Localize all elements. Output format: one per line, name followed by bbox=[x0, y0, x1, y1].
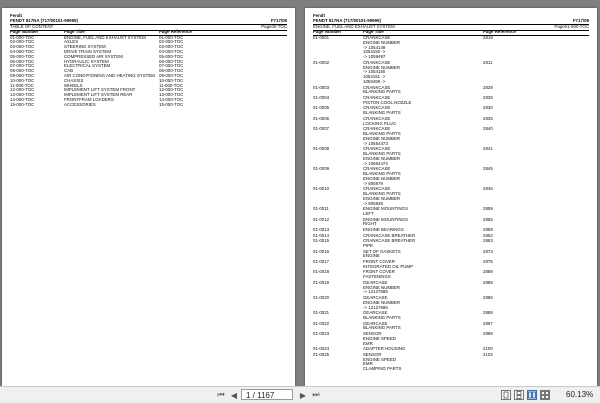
list-item[interactable] bbox=[313, 270, 589, 280]
page-title-line: -> 1054149 bbox=[363, 44, 386, 50]
page-reference-cell: 2845 bbox=[483, 166, 493, 172]
page-number-cell: 01-0007 bbox=[313, 126, 330, 132]
page-number-cell: 11-000-TOC bbox=[10, 82, 34, 88]
next-page-icon[interactable]: ▶ bbox=[299, 390, 307, 400]
page-title-line: PIPE bbox=[363, 242, 374, 248]
list-item[interactable] bbox=[313, 281, 589, 295]
page-subtitle: TABLE OF CONTENT bbox=[10, 23, 54, 29]
page-number-cell: 01-0012 bbox=[313, 216, 330, 222]
page-number-cell: 01-0020 bbox=[313, 295, 330, 300]
page-title-cell: IMPLEMENT LIFT SYSTEM REAR bbox=[64, 92, 133, 98]
list-item[interactable] bbox=[313, 250, 589, 260]
page-title-line: LEFT bbox=[363, 210, 374, 216]
page-reference-cell: 12-000-TOC bbox=[159, 87, 184, 93]
page-reference-cell: 2100 bbox=[483, 346, 493, 352]
page-number-cell: 01-0024 bbox=[313, 346, 330, 352]
zoom-level[interactable]: 60.13% bbox=[566, 390, 594, 399]
list-item[interactable] bbox=[313, 36, 589, 60]
page-subtitle: ENGINE, FUEL AND EXHAUST SYSTEM bbox=[313, 23, 395, 29]
page-reference-cell: 11-000-TOC bbox=[159, 82, 183, 88]
page-title-line: FRONT COVER bbox=[363, 269, 395, 275]
page-reference-cell: 05-000-TOC bbox=[159, 53, 184, 59]
last-page-icon[interactable]: ⏭ bbox=[312, 390, 320, 399]
page-title-line: SENSOR bbox=[363, 351, 382, 357]
page-number-cell: 01-0015 bbox=[313, 238, 330, 244]
page-title-cell: CHASSIS bbox=[64, 77, 84, 83]
page-reference-cell: 2830 bbox=[483, 105, 493, 111]
page-number-cell: 01-0003 bbox=[313, 84, 330, 90]
page-title-line: ENGINE bbox=[363, 253, 380, 259]
page-title-line: RIGHT bbox=[363, 221, 377, 227]
page-reference-cell: 01-000-TOC bbox=[159, 34, 184, 40]
page-reference-cell: 2889 bbox=[483, 269, 493, 275]
page-reference-cell: 09-000-TOC bbox=[159, 72, 184, 78]
page-number-cell: 04-000-TOC bbox=[10, 48, 35, 54]
page-title-line: ENGINE NUMBER bbox=[363, 195, 401, 201]
page-title-line: EMR bbox=[363, 361, 373, 367]
list-item[interactable] bbox=[313, 322, 589, 332]
page-number-cell: 01-0023 bbox=[313, 331, 330, 336]
continuous-facing-view-icon[interactable] bbox=[540, 390, 550, 400]
page-title-line: SENSOR bbox=[363, 331, 382, 336]
list-item[interactable] bbox=[313, 187, 589, 206]
page-title-line: ENGINE SPEED bbox=[363, 335, 396, 341]
page-title-line: SET OF GASKETS bbox=[363, 248, 401, 254]
list-item[interactable] bbox=[313, 260, 589, 270]
page-title-line: 1059498 -> bbox=[363, 78, 386, 84]
column-header-title: Page Title bbox=[363, 29, 384, 34]
page-number-cell: 15-000-TOC bbox=[10, 101, 35, 107]
page-number-cell: 14-000-TOC bbox=[10, 96, 35, 102]
page-title-line: CRANKCASE BREATHER bbox=[363, 238, 416, 244]
page-title-line: CRANKCASE bbox=[363, 59, 391, 65]
page-number-cell: 01-0025 bbox=[313, 351, 330, 357]
column-header-reference: Page Reference bbox=[483, 29, 516, 34]
page-title-cell: DRIVE TRAIN SYSTEM bbox=[64, 48, 112, 54]
page-number-cell: 10-000-TOC bbox=[10, 77, 35, 83]
page-title-cell: AXLES bbox=[64, 39, 79, 45]
page-number-cell: 08-000-TOC bbox=[10, 68, 35, 74]
page-reference-cell: 2885 bbox=[483, 279, 493, 285]
page-title-line: ENGINE SPEED bbox=[363, 356, 396, 362]
page-title-line: CRANKCASE BREATHER bbox=[363, 232, 416, 238]
page-number-cell: 01-0019 bbox=[313, 279, 330, 285]
page-number-cell: 12-000-TOC bbox=[10, 87, 35, 93]
list-item[interactable] bbox=[313, 117, 589, 127]
page-reference-cell: 08-000-TOC bbox=[159, 68, 184, 74]
list-item[interactable] bbox=[313, 218, 589, 228]
header-rule bbox=[313, 30, 589, 31]
page-reference-cell: 13-000-TOC bbox=[159, 92, 184, 98]
page-title-cell: STEERING SYSTEM bbox=[64, 44, 106, 50]
page-title-line: ENGINE MOUNTINGS bbox=[363, 206, 408, 212]
page-number-cell: 01-0009 bbox=[313, 166, 330, 172]
page-title-line: ENGINE NUMBER bbox=[363, 284, 401, 290]
list-item[interactable] bbox=[313, 228, 589, 233]
page-number-cell: 01-0011 bbox=[313, 206, 329, 212]
list-item[interactable] bbox=[313, 239, 589, 249]
page-number-cell: 01-0018 bbox=[313, 269, 330, 275]
page-code: F717/08 bbox=[270, 18, 287, 23]
column-header-number: Page Number bbox=[10, 29, 39, 34]
page-reference-cell: 2898 bbox=[483, 331, 493, 336]
page-reference-cell: 2102 bbox=[483, 351, 493, 357]
page-title-line: CRANKCASE bbox=[363, 105, 391, 111]
page-title-line: CRANKCASE bbox=[363, 95, 391, 100]
page-ref: Page01-000-TOC bbox=[554, 23, 589, 29]
page-reference-cell: 14-000-TOC bbox=[159, 96, 184, 102]
page-brand: Fendt bbox=[10, 13, 22, 18]
page-number-cell: 09-000-TOC bbox=[10, 72, 35, 78]
page-reference-cell: 2841 bbox=[483, 146, 493, 152]
list-item[interactable] bbox=[313, 106, 589, 116]
list-item[interactable] bbox=[313, 61, 589, 85]
page-number-cell: 01-0004 bbox=[313, 95, 330, 100]
list-item[interactable] bbox=[313, 127, 589, 146]
page-title-line: ENGINE NUMBER bbox=[363, 175, 401, 181]
page-title-line: GEARCASE bbox=[363, 295, 388, 300]
page-reference-cell: 2835 bbox=[483, 95, 493, 100]
list-item[interactable] bbox=[313, 234, 589, 239]
continuous-view-icon[interactable] bbox=[514, 390, 524, 400]
page-reference-cell: 02-000-TOC bbox=[159, 39, 184, 45]
page-reference-cell: 06-000-TOC bbox=[159, 58, 184, 64]
page-title-line: CRANKCASE bbox=[363, 146, 391, 152]
page-number-cell: 01-000-TOC bbox=[10, 34, 35, 40]
page-reference-cell: 10-000-TOC bbox=[159, 77, 184, 83]
header-rule bbox=[10, 30, 287, 31]
page-reference-cell: 2819 bbox=[483, 35, 493, 40]
page-title-line: BLANKING PARTS bbox=[363, 150, 401, 156]
facing-view-icon[interactable] bbox=[527, 390, 537, 400]
page-title-line: BLANKING PARTS bbox=[363, 170, 401, 176]
page-model: FENDT 817NA (717/00101-99999) bbox=[10, 18, 78, 23]
page-reference-cell: 2873 bbox=[483, 248, 493, 254]
page-title-line: BLANKING PARTS bbox=[363, 110, 401, 116]
page-ref: Page00-TOC bbox=[261, 23, 287, 29]
page-title-line: BLANKING PARTS bbox=[363, 89, 401, 95]
page-title-line: BLANKING PARTS bbox=[363, 314, 401, 320]
page-title-line: CRANKCASE bbox=[363, 126, 391, 132]
page-title-line: BLANKING PARTS bbox=[363, 325, 401, 331]
page-title-line: -> 805939 bbox=[363, 200, 383, 206]
page-title-line: CLAMPING PARTS bbox=[363, 366, 402, 372]
page-title-cell: ENGINE, FUEL AND EXHAUST SYSTEM bbox=[64, 34, 146, 40]
page-reference-cell: 2863 bbox=[483, 238, 493, 244]
page-title-line: ENGINE BEARINGS bbox=[363, 227, 404, 232]
page-number-cell: 13-000-TOC bbox=[10, 92, 35, 98]
page-reference-cell: 2859 bbox=[483, 227, 493, 232]
column-header-reference: Page Reference bbox=[159, 29, 192, 34]
page-title-line: FASTENINGS bbox=[363, 274, 391, 280]
page-title-cell: FRONTFRAM LOADERS bbox=[64, 96, 114, 102]
page-title-line: CRANKCASE bbox=[363, 84, 391, 90]
page-number-input[interactable]: 1 / 1167 bbox=[241, 389, 293, 400]
list-item[interactable] bbox=[313, 332, 589, 346]
page-title-line: ENGINE NUMBER bbox=[363, 155, 401, 161]
list-item[interactable] bbox=[313, 347, 589, 352]
page-title-line: BLANKING PARTS bbox=[363, 190, 401, 196]
page-reference-cell: 2829 bbox=[483, 84, 493, 90]
page-number-cell: 05-000-TOC bbox=[10, 53, 35, 59]
page-number-cell: 07-000-TOC bbox=[10, 63, 35, 69]
page-title-line: CRANKCASE bbox=[363, 186, 391, 192]
page-title-cell: ACCESSORIES bbox=[64, 101, 96, 107]
page-title-line: GEARCASE bbox=[363, 310, 388, 316]
page-title-line: FRONT COVER bbox=[363, 259, 395, 264]
list-item[interactable] bbox=[313, 207, 589, 217]
page-number-cell: 01-0016 bbox=[313, 248, 330, 254]
page-title-line: 1054150 -> bbox=[363, 49, 386, 55]
viewer-toolbar bbox=[0, 386, 600, 403]
page-reference-cell: 2875 bbox=[483, 259, 493, 264]
page-title-line: ADAPTER HOUSING bbox=[363, 346, 406, 352]
page-reference-cell: 15-000-TOC bbox=[159, 101, 184, 107]
page-title-line: CRANKCASE bbox=[363, 35, 391, 40]
page-reference-cell: 2862 bbox=[483, 232, 493, 238]
list-item[interactable] bbox=[313, 96, 589, 106]
list-item[interactable] bbox=[313, 147, 589, 166]
list-item[interactable] bbox=[313, 86, 589, 96]
list-item[interactable] bbox=[313, 311, 589, 321]
single-page-view-icon[interactable] bbox=[501, 390, 511, 400]
page-number-cell: 01-0006 bbox=[313, 115, 330, 121]
page-title-line: -> 805979 bbox=[363, 180, 383, 186]
page-title-line: ENGINE NUMBER bbox=[363, 135, 401, 141]
page-number-cell: 02-000-TOC bbox=[10, 39, 35, 45]
page-title-line: BLANKING PARTS bbox=[363, 130, 401, 136]
page-title-cell: IMPLEMENT LIFT SYSTEM FRONT bbox=[64, 87, 136, 93]
page-brand: Fendt bbox=[313, 13, 325, 18]
page-title-cell: WHEELS bbox=[64, 82, 83, 88]
page-number-cell: 01-0014 bbox=[313, 232, 330, 238]
table-row[interactable] bbox=[10, 103, 287, 108]
page-title-line: LOCKING PLUG bbox=[363, 120, 396, 126]
page-title-line: EMR bbox=[363, 340, 373, 346]
column-header-number: Page Number bbox=[313, 29, 342, 34]
page-reference-cell: 2846 bbox=[483, 186, 493, 192]
list-item[interactable] bbox=[313, 353, 589, 372]
page-reference-cell: 2886 bbox=[483, 295, 493, 300]
page-title-cell: AIR CONDITIONING AND HEATING SYSTEM bbox=[64, 72, 155, 78]
page-reference-cell: 2835 bbox=[483, 115, 493, 121]
page-title-cell: ELECTRICAL SYSTEM bbox=[64, 63, 111, 69]
page-number-cell: 06-000-TOC bbox=[10, 58, 35, 64]
page-title-line: PISTON COOL.NOZZLE bbox=[363, 99, 412, 105]
page-reference-cell: 2840 bbox=[483, 126, 493, 132]
page-number-cell: 01-0008 bbox=[313, 146, 330, 152]
page-title-line: ENGINE NUMBER bbox=[363, 299, 401, 305]
page-title-line: ENGINE NUMBER bbox=[363, 39, 401, 45]
document-page-left bbox=[2, 8, 295, 386]
page-title-line: GEARCASE bbox=[363, 279, 388, 285]
page-number-cell: 01-0021 bbox=[313, 310, 330, 316]
page-reference-cell: 2888 bbox=[483, 310, 493, 316]
page-title-line: ENGINE NUMBER bbox=[363, 64, 401, 70]
page-model: FENDT 817NA (717/00101-99999) bbox=[313, 18, 381, 23]
page-title-cell: COMPRESSED AIR SYSTEM bbox=[64, 53, 123, 59]
page-title-line: CRANKCASE bbox=[363, 166, 391, 172]
page-title-cell: HYDRAULIC SYSTEM bbox=[64, 58, 109, 64]
page-title-line: INTEGRATED OIL PUMP bbox=[363, 263, 414, 269]
page-number-cell: 01-0017 bbox=[313, 259, 330, 264]
page-code: F717/08 bbox=[572, 18, 589, 23]
page-number-cell: 01-0002 bbox=[313, 59, 330, 65]
list-item[interactable] bbox=[313, 167, 589, 186]
toc-table bbox=[10, 36, 287, 116]
page-reference-cell: 2811 bbox=[483, 59, 493, 65]
page-title-line: GEARCASE bbox=[363, 320, 388, 326]
prev-page-icon[interactable]: ◀ bbox=[230, 390, 238, 400]
document-page-right bbox=[305, 8, 597, 386]
page-reference-cell: 2859 bbox=[483, 206, 493, 212]
page-title-line: -> 1059497 bbox=[363, 54, 386, 60]
page-title-line: -> 1054150 bbox=[363, 69, 386, 75]
parts-table bbox=[313, 36, 589, 382]
page-number-cell: 03-000-TOC bbox=[10, 44, 35, 50]
page-number-cell: 01-0001 bbox=[313, 35, 330, 40]
first-page-icon[interactable]: ⏮ bbox=[217, 390, 225, 399]
page-reference-cell: 2855 bbox=[483, 216, 493, 222]
column-header-title: Page Title bbox=[64, 29, 85, 34]
page-reference-cell: 03-000-TOC bbox=[159, 44, 184, 50]
page-number-cell: 01-0010 bbox=[313, 186, 330, 192]
page-number-cell: 01-0005 bbox=[313, 105, 330, 111]
page-title-line: 1054151 -> bbox=[363, 74, 386, 80]
page-reference-cell: 07-000-TOC bbox=[159, 63, 184, 69]
page-title-line: -> 10654473 bbox=[363, 140, 388, 146]
page-title-cell: CAB bbox=[64, 68, 74, 74]
page-number-cell: 01-0013 bbox=[313, 227, 330, 232]
list-item[interactable] bbox=[313, 296, 589, 310]
page-title-line: -> 12127686 bbox=[363, 304, 388, 310]
page-title-line: -> 12127685 bbox=[363, 289, 388, 295]
page-title-line: CRANKCASE bbox=[363, 115, 391, 121]
page-reference-cell: 2897 bbox=[483, 320, 493, 326]
page-number-cell: 01-0022 bbox=[313, 320, 330, 326]
page-reference-cell: 04-000-TOC bbox=[159, 48, 184, 54]
page-title-line: -> 10654474 bbox=[363, 160, 388, 166]
page-title-line: ENGINE MOUNTINGS bbox=[363, 216, 408, 222]
